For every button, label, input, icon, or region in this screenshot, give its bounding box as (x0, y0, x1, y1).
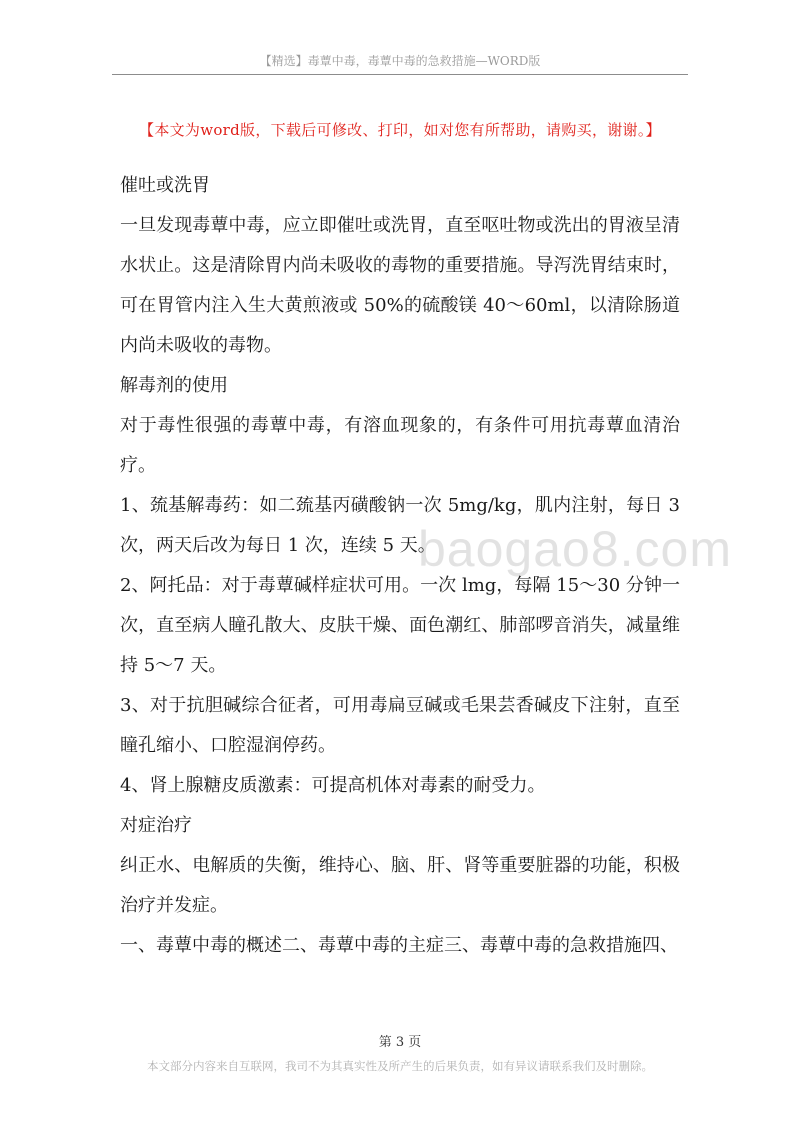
site-watermark: baogao8.com (418, 521, 733, 577)
section-heading-antidote: 解毒剂的使用 (120, 375, 228, 396)
page-header-title: 【精选】毒蕈中毒，毒蕈中毒的急救措施—WORD版 (259, 54, 541, 68)
paragraph-antiserum: 对于毒性很强的毒蕈中毒，有溶血现象的，有条件可用抗毒蕈血清治疗。 (120, 415, 680, 476)
paragraph-item-4: 4、肾上腺糖皮质激素：可提高机体对毒素的耐受力。 (120, 775, 546, 796)
paragraph-symptomatic: 纠正水、电解质的失衡，维持心、脑、肝、肾等重要脏器的功能，积极治疗并发症。 (120, 855, 680, 916)
document-body (120, 166, 680, 966)
section-heading-emesis: 催吐或洗胃 (120, 175, 210, 196)
paragraph-item-2: 2、阿托品：对于毒蕈碱样症状可用。一次 lmg，每隔 15～30 分钟一次，直至病人瞳孔散大、皮肤干燥、面色潮红、肺部啰音消失，减量维持 5～7 天。 (120, 575, 680, 676)
paragraph-toc: 一、毒蕈中毒的概述二、毒蕈中毒的主症三、毒蕈中毒的急救措施四、 (120, 935, 678, 956)
header-divider (112, 74, 688, 75)
paragraph-item-1: 1、巯基解毒药：如二巯基丙磺酸钠一次 5mg/kg，肌内注射，每日 3 次，两天后改为每日 1 次，连续 5 天。 (120, 495, 680, 556)
page-number: 第 3 页 (378, 1035, 422, 1050)
section-heading-symptomatic: 对症治疗 (120, 815, 192, 836)
paragraph-item-3: 3、对于抗胆碱综合征者，可用毒扁豆碱或毛果芸香碱皮下注射，直至瞳孔缩小、口腔湿润停药。 (120, 695, 680, 756)
footer-disclaimer: 本文部分内容来自互联网，我司不为其真实性及所产生的后果负责，如有异议请联系我们及时删除。 (147, 1059, 653, 1073)
red-notice-text: 【本文为word版，下载后可修改、打印，如对您有所帮助，请购买，谢谢。】 (139, 121, 661, 139)
paragraph-emesis: 一旦发现毒蕈中毒，应立即催吐或洗胃，直至呕吐物或洗出的胃液呈清水状止。这是清除胃内尚未吸收的毒物的重要措施。导泻洗胃结束时，可在胃管内注入生大黄煎液或 50%的硫酸镁 40～60ml，以清除肠道内尚未吸收的毒物。 (120, 215, 680, 356)
